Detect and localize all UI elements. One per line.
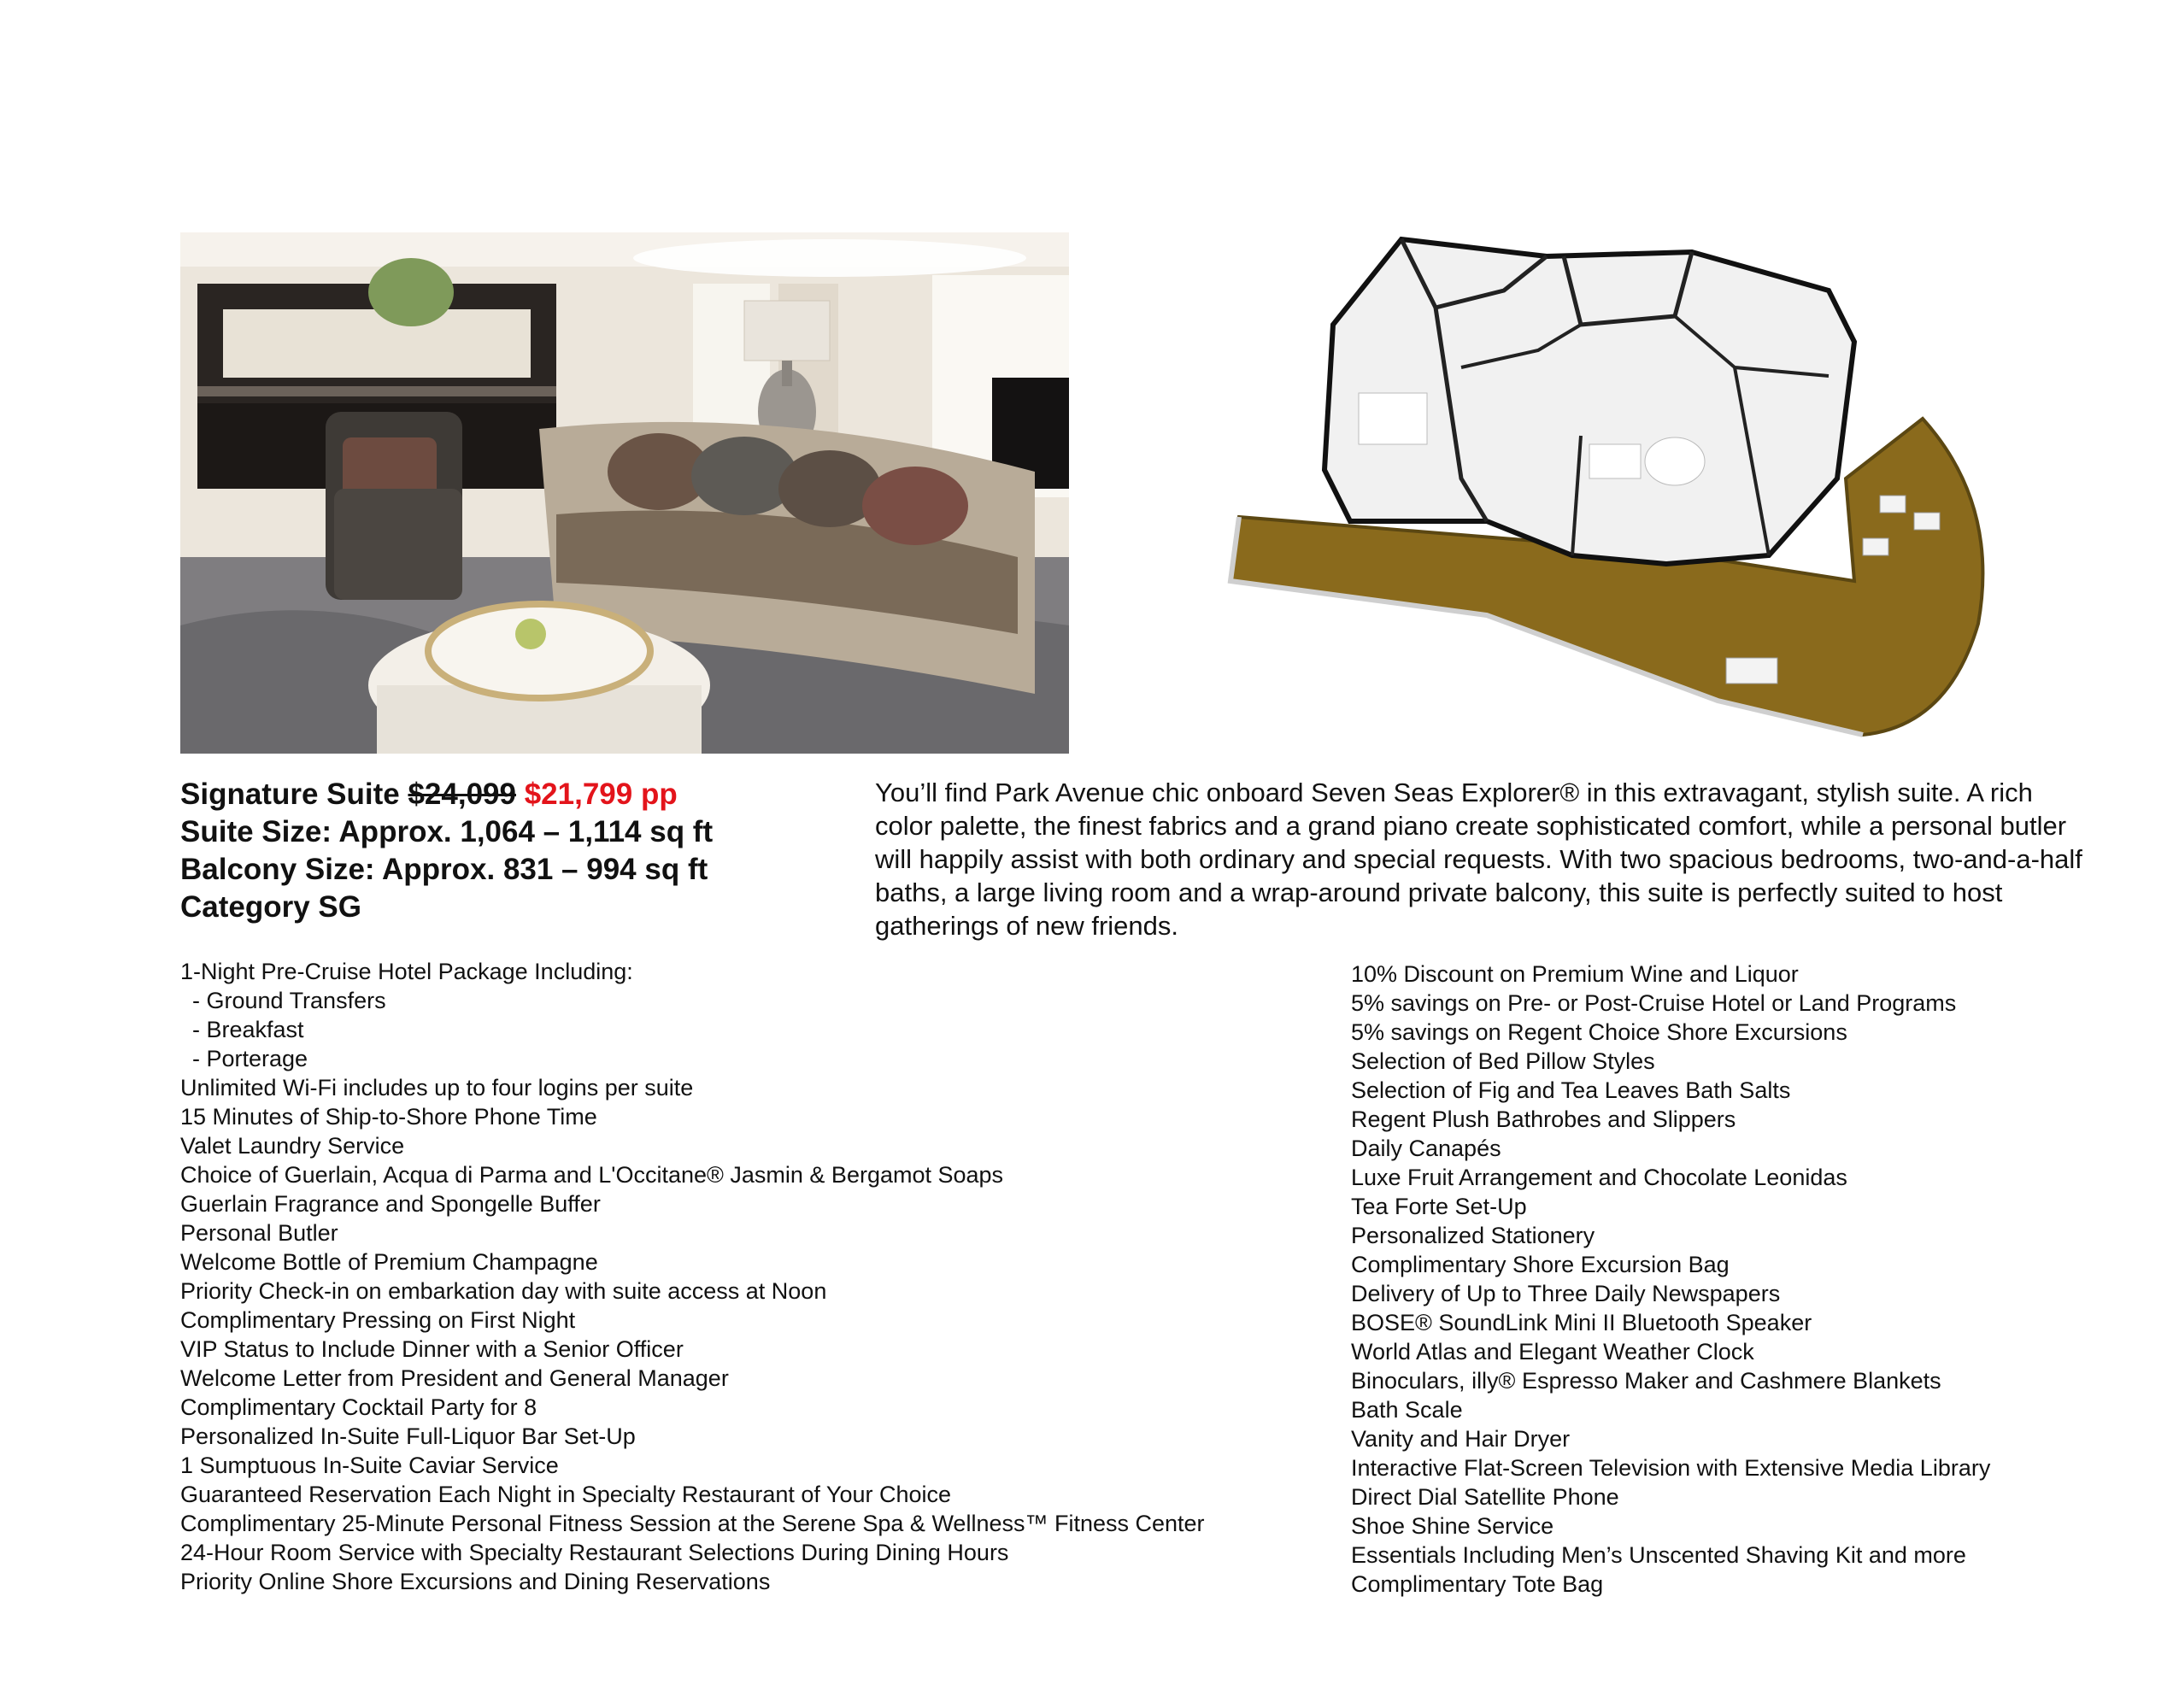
list-item: Selection of Bed Pillow Styles <box>1351 1048 1655 1074</box>
list-item: - Ground Transfers <box>192 988 386 1013</box>
list-item: 1 Sumptuous In-Suite Caviar Service <box>180 1453 559 1478</box>
suite-category: Category SG <box>180 890 361 924</box>
list-item: Complimentary Cocktail Party for 8 <box>180 1394 537 1420</box>
list-item: Welcome Letter from President and General Manager <box>180 1365 729 1391</box>
list-item: 24-Hour Room Service with Specialty Restaurant Selections During Dining Hours <box>180 1540 1009 1565</box>
floor-plan-illustration <box>1179 222 2000 752</box>
list-item: Priority Check-in on embarkation day with suite access at Noon <box>180 1278 827 1304</box>
list-item: Interactive Flat-Screen Television with Extensive Media Library <box>1351 1455 1991 1481</box>
list-item: Complimentary Shore Excursion Bag <box>1351 1252 1730 1277</box>
list-item: Regent Plush Bathrobes and Slippers <box>1351 1106 1736 1132</box>
suite-photo <box>180 232 1069 754</box>
list-item: Luxe Fruit Arrangement and Chocolate Leonidas <box>1351 1165 1847 1190</box>
suite-size: Suite Size: Approx. 1,064 – 1,114 sq ft <box>180 815 714 848</box>
list-item: 5% savings on Pre- or Post-Cruise Hotel or Land Programs <box>1351 990 1957 1016</box>
list-item: Welcome Bottle of Premium Champagne <box>180 1249 598 1275</box>
list-item: Complimentary 25-Minute Personal Fitness Session at the Serene Spa & Wellness™ Fitness Center <box>180 1511 1205 1536</box>
living-room-illustration <box>180 232 1069 754</box>
suite-title-row <box>180 776 864 813</box>
list-item: Delivery of Up to Three Daily Newspapers <box>1351 1281 1781 1306</box>
suite-name: Signature Suite <box>180 778 400 811</box>
list-item: - Porterage <box>192 1046 308 1071</box>
list-item: Valet Laundry Service <box>180 1133 405 1159</box>
list-item: Tea Forte Set-Up <box>1351 1194 1527 1219</box>
original-price: $24,099 <box>408 778 516 811</box>
suite-description: You’ll find Park Avenue chic onboard Seven Seas Explorer® in this extravagant, stylish suite. A rich color palette, the finest fabrics and a grand piano create sophisticated comfort, while a personal butler will happily assist with both ordinary and special requests. With two spacious bedrooms, two-and-a-half baths, a large living room and a wrap-around private balcony, this suite is perfectly suited to host gatherings of new friends. <box>875 778 2082 941</box>
list-item: Selection of Fig and Tea Leaves Bath Salts <box>1351 1077 1791 1103</box>
list-item: World Atlas and Elegant Weather Clock <box>1351 1339 1754 1365</box>
list-item: Personal Butler <box>180 1220 338 1246</box>
list-item: Binoculars, illy® Espresso Maker and Cashmere Blankets <box>1351 1368 1941 1394</box>
list-item: VIP Status to Include Dinner with a Senior Officer <box>180 1336 684 1362</box>
list-item: Complimentary Pressing on First Night <box>180 1307 576 1333</box>
list-item: Personalized In-Suite Full-Liquor Bar Set-Up <box>180 1423 636 1449</box>
list-item: Guaranteed Reservation Each Night in Specialty Restaurant of Your Choice <box>180 1482 952 1507</box>
list-item: Daily Canapés <box>1351 1136 1501 1161</box>
list-item: Direct Dial Satellite Phone <box>1351 1484 1619 1510</box>
suite-summary <box>180 776 864 926</box>
list-item: Shoe Shine Service <box>1351 1513 1554 1539</box>
balcony-size: Balcony Size: Approx. 831 – 994 sq ft <box>180 853 708 886</box>
list-item: 1-Night Pre-Cruise Hotel Package Including: <box>180 959 633 984</box>
list-item: Choice of Guerlain, Acqua di Parma and L'Occitane® Jasmin & Bergamot Soaps <box>180 1162 1004 1188</box>
list-item: Vanity and Hair Dryer <box>1351 1426 1571 1452</box>
list-item: BOSE® SoundLink Mini II Bluetooth Speaker <box>1351 1310 1812 1335</box>
list-item: - Breakfast <box>192 1017 304 1042</box>
amenities-left-list <box>180 957 1334 1596</box>
list-item: Unlimited Wi-Fi includes up to four logins per suite <box>180 1075 694 1101</box>
amenities-right-list <box>1351 960 2120 1599</box>
list-item: 15 Minutes of Ship-to-Shore Phone Time <box>180 1104 597 1130</box>
list-item: Personalized Stationery <box>1351 1223 1595 1248</box>
list-item: 5% savings on Regent Choice Shore Excursions <box>1351 1019 1847 1045</box>
sale-price: $21,799 pp <box>524 778 678 811</box>
list-item: Essentials Including Men’s Unscented Shaving Kit and more <box>1351 1542 1966 1568</box>
list-item: 10% Discount on Premium Wine and Liquor <box>1351 961 1799 987</box>
list-item: Priority Online Shore Excursions and Dining Reservations <box>180 1569 771 1594</box>
list-item: Complimentary Tote Bag <box>1351 1571 1604 1597</box>
list-item: Guerlain Fragrance and Spongelle Buffer <box>180 1191 601 1217</box>
suite-floor-plan <box>1179 222 2000 752</box>
list-item: Bath Scale <box>1351 1397 1463 1423</box>
